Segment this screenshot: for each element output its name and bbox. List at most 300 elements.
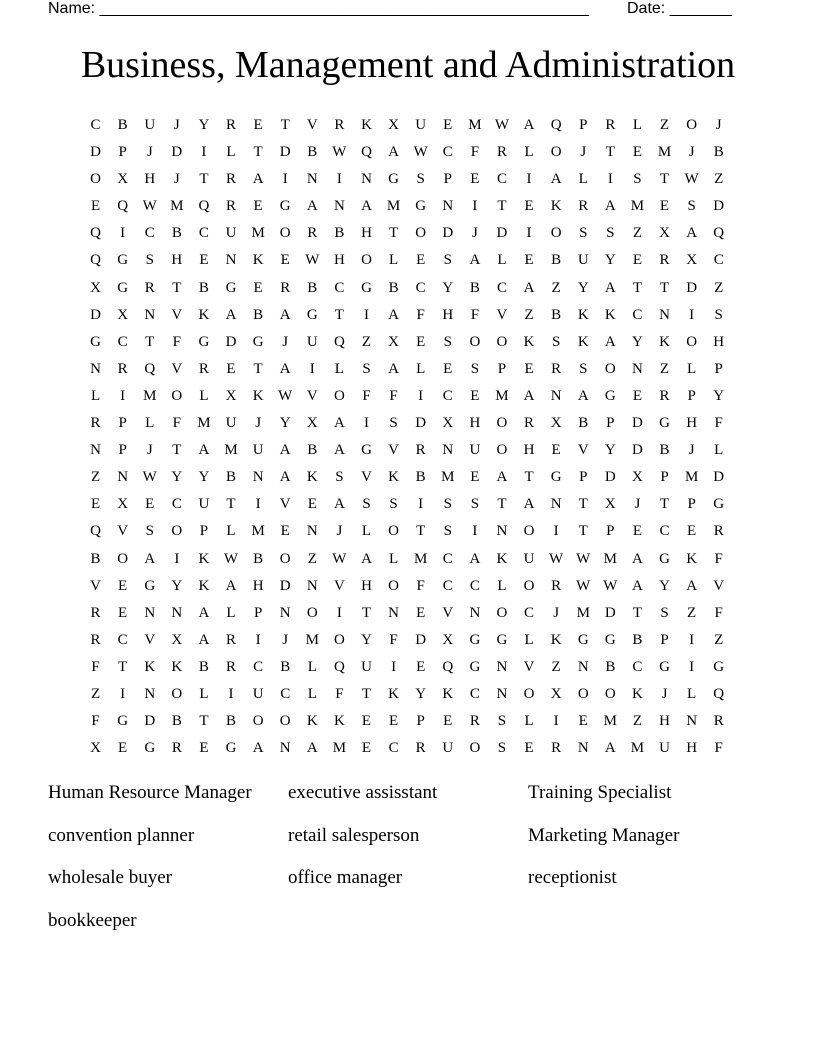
grid-letter: U [306, 333, 318, 350]
grid-letter: F [714, 550, 723, 567]
grid-letter: L [687, 360, 697, 377]
grid-letter: I [689, 306, 695, 323]
grid-letter: O [388, 577, 399, 594]
grid-letter: I [201, 144, 207, 161]
grid-letter: D [225, 333, 237, 350]
grid-letter: A [361, 550, 372, 567]
grid-letter: O [415, 225, 427, 242]
grid-letter: L [334, 360, 344, 377]
grid-letter: P [253, 604, 263, 621]
grid-letter: R [226, 658, 237, 675]
grid-letter: Z [714, 279, 724, 296]
grid-letter: O [279, 550, 291, 567]
grid-letter: Y [604, 442, 616, 459]
grid-letter: A [198, 631, 210, 648]
grid-letter: F [389, 631, 398, 648]
grid-letter: E [118, 604, 128, 621]
grid-letter: Q [442, 658, 454, 675]
grid-letter: G [144, 740, 156, 757]
grid-letter: N [550, 387, 562, 404]
grid-letter: L [145, 415, 155, 432]
grid-letter: H [333, 252, 345, 269]
grid-letter: C [469, 685, 480, 702]
grid-letter: M [603, 713, 617, 730]
grid-letter: A [306, 198, 318, 215]
grid-letter: P [579, 117, 588, 133]
grid-letter: C [388, 740, 399, 757]
grid-letter: A [279, 469, 291, 486]
grid-letter: W [332, 550, 347, 567]
grid-letter: E [632, 144, 642, 161]
grid-letter: O [171, 387, 183, 404]
grid-letter: V [361, 469, 372, 486]
grid-letter: I [336, 171, 342, 188]
grid-letter: U [144, 117, 156, 133]
grid-letter: G [306, 306, 318, 323]
grid-letter: Y [442, 279, 454, 296]
grid-letter: A [388, 144, 399, 161]
grid-letter: B [198, 658, 209, 675]
grid-letter: L [687, 685, 697, 702]
word-bank-item: wholesale buyer [48, 867, 172, 889]
grid-letter: K [252, 252, 264, 269]
grid-letter: H [361, 577, 372, 594]
grid-letter: D [632, 442, 643, 459]
grid-letter: B [415, 469, 426, 486]
grid-letter: B [307, 279, 318, 296]
grid-letter: E [578, 713, 588, 730]
date-field-label: Date: _______ [627, 0, 732, 17]
grid-row [82, 383, 734, 410]
grid-letter: Y [198, 469, 210, 486]
grid-letter: L [199, 387, 209, 404]
grid-letter: P [606, 415, 615, 432]
grid-letter: S [443, 523, 452, 540]
grid-letter: I [526, 171, 532, 188]
grid-letter: O [252, 713, 264, 730]
grid-letter: S [579, 360, 588, 377]
grid-letter: C [198, 225, 209, 242]
grid-letter: H [686, 415, 698, 432]
grid-letter: R [713, 713, 724, 730]
grid-letter: X [225, 387, 237, 404]
grid-letter: W [223, 550, 239, 567]
grid-letter: O [523, 523, 535, 540]
grid-letter: M [684, 469, 699, 486]
grid-letter: N [686, 713, 698, 730]
grid-letter: R [226, 171, 237, 188]
grid-letter: K [198, 577, 210, 594]
grid-letter: R [334, 117, 345, 133]
grid-letter: E [388, 713, 399, 730]
grid-letter: I [472, 523, 478, 540]
grid-letter: I [282, 171, 288, 188]
grid-letter: E [118, 577, 128, 594]
grid-letter: H [659, 713, 670, 730]
grid-letter: J [255, 415, 262, 432]
grid-letter: M [657, 144, 672, 161]
grid-letter: R [144, 279, 155, 296]
grid-letter: I [689, 631, 695, 648]
grid-letter: A [279, 306, 291, 323]
grid-letter: A [279, 360, 291, 377]
grid-letter: I [120, 387, 126, 404]
grid-letter: Z [632, 713, 642, 730]
grid-letter: T [172, 279, 182, 296]
grid-letter: A [333, 415, 345, 432]
grid-letter: N [388, 604, 399, 621]
grid-letter: T [388, 225, 399, 242]
grid-letter: J [580, 144, 587, 161]
grid-letter: V [144, 631, 156, 648]
grid-letter: E [199, 740, 209, 757]
grid-letter: P [687, 496, 696, 513]
grid-letter: T [605, 144, 615, 161]
grid-letter: C [469, 577, 480, 594]
grid-row [82, 573, 734, 600]
grid-letter: F [416, 577, 425, 594]
grid-letter: X [632, 469, 643, 486]
grid-letter: T [416, 523, 426, 540]
grid-letter: F [335, 685, 344, 702]
grid-letter: E [470, 387, 480, 404]
grid-letter: R [496, 144, 507, 161]
grid-letter: U [252, 442, 264, 459]
grid-letter: K [632, 685, 643, 702]
grid-letter: C [171, 496, 182, 513]
grid-letter: T [524, 469, 534, 486]
grid-letter: K [659, 333, 670, 350]
grid-letter: P [579, 469, 588, 486]
grid-letter: A [523, 117, 535, 133]
grid-letter: R [90, 631, 101, 648]
grid-letter: S [443, 496, 452, 513]
grid-letter: A [604, 740, 616, 757]
grid-letter: B [551, 252, 562, 269]
grid-letter: N [144, 306, 156, 323]
grid-letter: G [604, 387, 616, 404]
header-line [48, 0, 748, 20]
word-bank-item: office manager [288, 867, 403, 889]
grid-letter: P [497, 360, 507, 377]
grid-letter: E [253, 117, 263, 133]
grid-letter: J [688, 144, 695, 161]
grid-letter: G [90, 333, 101, 350]
grid-letter: K [333, 713, 345, 730]
grid-letter: A [225, 306, 237, 323]
grid-letter: A [523, 279, 535, 296]
grid-letter: T [172, 442, 182, 459]
grid-letter: H [469, 415, 481, 432]
grid-letter: D [144, 713, 156, 730]
grid-letter: F [91, 658, 100, 675]
grid-letter: G [198, 333, 210, 350]
grid-letter: M [603, 550, 617, 567]
grid-letter: Q [333, 658, 345, 675]
grid-letter: O [523, 685, 535, 702]
grid-letter: G [469, 658, 481, 675]
grid-letter: I [526, 225, 532, 242]
grid-letter: J [146, 144, 153, 161]
grid-letter: Z [90, 469, 101, 486]
grid-letter: D [415, 631, 427, 648]
grid-letter: S [579, 225, 588, 242]
grid-letter: E [470, 469, 480, 486]
grid-letter: U [469, 442, 481, 459]
grid-letter: V [306, 387, 318, 404]
grid-letter: K [198, 306, 210, 323]
grid-letter: E [226, 360, 236, 377]
grid-letter: I [363, 306, 369, 323]
grid-letter: A [198, 604, 210, 621]
grid-letter: C [496, 279, 507, 296]
grid-letter: I [418, 387, 424, 404]
grid-letter: I [255, 496, 261, 513]
grid-letter: N [632, 360, 643, 377]
grid-letter: V [442, 604, 454, 621]
grid-letter: K [306, 713, 318, 730]
grid-letter: G [659, 658, 670, 675]
grid-letter: B [90, 550, 101, 567]
grid-letter: G [469, 631, 481, 648]
grid-letter: R [415, 740, 426, 757]
grid-letter: V [333, 577, 345, 594]
grid-letter: N [171, 604, 183, 621]
grid-letter: C [632, 658, 643, 675]
grid-letter: Y [198, 117, 210, 133]
grid-letter: I [418, 496, 424, 513]
grid-letter: F [714, 740, 723, 757]
grid-letter: P [118, 144, 127, 161]
grid-letter: M [251, 523, 265, 540]
grid-letter: C [442, 550, 453, 567]
grid-letter: C [442, 144, 453, 161]
grid-letter: A [252, 740, 264, 757]
grid-letter: L [578, 171, 588, 188]
grid-letter: K [604, 306, 616, 323]
grid-letter: H [713, 333, 725, 350]
grid-letter: E [524, 198, 534, 215]
grid-letter: S [443, 333, 452, 350]
grid-letter: H [686, 740, 698, 757]
grid-letter: R [524, 415, 535, 432]
grid-letter: L [226, 523, 236, 540]
grid-letter: A [686, 225, 698, 242]
grid-letter: Z [687, 604, 697, 621]
grid-letter: M [251, 225, 265, 242]
grid-letter: M [224, 442, 238, 459]
grid-letter: S [470, 360, 480, 377]
grid-letter: N [117, 469, 129, 486]
grid-letter: E [280, 523, 290, 540]
grid-letter: K [523, 333, 535, 350]
grid-letter: J [634, 496, 641, 513]
grid-row [82, 654, 734, 681]
grid-letter: E [416, 604, 426, 621]
grid-letter: Z [524, 306, 534, 323]
grid-row [82, 410, 734, 437]
grid-letter: Q [90, 225, 101, 242]
grid-letter: C [442, 387, 453, 404]
grid-row [82, 275, 734, 302]
grid-letter: F [470, 144, 480, 161]
grid-letter: W [576, 577, 591, 594]
grid-letter: V [523, 658, 535, 675]
grid-letter: F [714, 604, 723, 621]
grid-letter: I [363, 415, 369, 432]
grid-letter: C [90, 117, 101, 133]
grid-letter: C [280, 685, 291, 702]
grid-letter: G [550, 469, 562, 486]
grid-letter: F [389, 387, 398, 404]
grid-letter: L [361, 523, 372, 540]
grid-letter: D [496, 225, 508, 242]
grid-letter: I [553, 523, 559, 540]
grid-letter: M [495, 387, 509, 404]
grid-letter: V [117, 523, 129, 540]
grid-letter: X [388, 117, 399, 133]
grid-letter: G [117, 279, 129, 296]
grid-letter: O [469, 740, 481, 757]
grid-letter: B [551, 306, 562, 323]
grid-letter: R [171, 740, 182, 757]
grid-letter: N [333, 198, 345, 215]
grid-letter: R [469, 713, 480, 730]
grid-letter: A [496, 469, 508, 486]
grid-letter: E [551, 442, 561, 459]
grid-letter: O [550, 144, 562, 161]
grid-letter: M [305, 631, 319, 648]
grid-letter: C [659, 523, 670, 540]
grid-letter: I [309, 360, 315, 377]
grid-letter: W [413, 144, 428, 161]
grid-letter: X [686, 252, 698, 269]
grid-letter: A [388, 306, 399, 323]
grid-letter: S [687, 198, 696, 215]
grid-letter: A [604, 333, 616, 350]
grid-row [82, 600, 734, 627]
grid-letter: T [659, 496, 670, 513]
word-bank-item: receptionist [528, 867, 617, 889]
grid-letter: A [252, 171, 264, 188]
grid-letter: Y [361, 631, 372, 648]
grid-letter: Z [551, 658, 561, 675]
grid-row [82, 193, 734, 220]
grid-letter: P [416, 713, 425, 730]
grid-letter: O [117, 550, 129, 567]
grid-letter: F [470, 306, 480, 323]
grid-letter: N [577, 740, 589, 757]
grid-letter: D [415, 415, 427, 432]
grid-letter: Z [632, 225, 642, 242]
grid-letter: Z [659, 117, 670, 133]
grid-letter: M [576, 604, 590, 621]
grid-letter: R [90, 415, 101, 432]
grid-letter: R [226, 117, 237, 133]
grid-letter: H [252, 577, 264, 594]
grid-letter: Q [550, 117, 562, 133]
grid-letter: N [90, 360, 101, 377]
grid-letter: B [171, 713, 182, 730]
grid-letter: M [332, 740, 347, 757]
word-bank-item: Marketing Manager [528, 824, 680, 846]
grid-row [82, 546, 734, 573]
grid-letter: G [117, 713, 129, 730]
grid-letter: U [415, 117, 427, 133]
grid-letter: I [472, 198, 478, 215]
grid-letter: V [388, 442, 399, 459]
grid-letter: G [279, 198, 291, 215]
grid-letter: O [496, 442, 508, 459]
grid-letter: N [550, 496, 562, 513]
grid-letter: F [416, 306, 425, 323]
grid-letter: P [118, 415, 127, 432]
grid-letter: E [659, 198, 670, 215]
grid-letter: L [226, 604, 236, 621]
word-bank-item: Human Resource Manager [48, 782, 252, 803]
grid-letter: D [604, 604, 616, 621]
grid-letter: G [659, 415, 670, 432]
grid-letter: A [388, 360, 399, 377]
grid-letter: U [198, 496, 210, 513]
grid-letter: R [226, 631, 237, 648]
grid-letter: D [279, 577, 291, 594]
grid-letter: A [333, 496, 345, 513]
grid-letter: L [416, 360, 426, 377]
grid-letter: M [197, 415, 211, 432]
grid-letter: W [305, 252, 320, 269]
grid-letter: E [280, 252, 290, 269]
grid-letter: K [577, 306, 589, 323]
grid-letter: K [550, 198, 562, 215]
grid-letter: D [713, 469, 725, 486]
grid-letter: W [494, 117, 510, 133]
grid-letter: G [225, 279, 237, 296]
grid-letter: A [604, 198, 616, 215]
grid-letter: G [252, 333, 264, 350]
grid-letter: S [551, 333, 561, 350]
grid-letter: H [523, 442, 535, 459]
grid-letter: C [144, 225, 155, 242]
grid-letter: L [199, 685, 209, 702]
grid-letter: O [279, 225, 291, 242]
grid-letter: O [523, 577, 535, 594]
grid-letter: P [199, 523, 209, 540]
grid-letter: G [225, 740, 237, 757]
grid-letter: H [171, 252, 183, 269]
grid-letter: D [279, 144, 291, 161]
grid-letter: C [415, 279, 426, 296]
grid-letter: O [686, 117, 698, 133]
grid-letter: A [523, 496, 535, 513]
grid-letter: X [117, 306, 129, 323]
grid-letter: N [496, 523, 508, 540]
grid-letter: G [117, 252, 129, 269]
grid-letter: A [279, 442, 291, 459]
grid-letter: D [171, 144, 183, 161]
grid-letter: B [632, 631, 643, 648]
grid-letter: Q [713, 685, 725, 702]
grid-letter: Q [198, 198, 210, 215]
grid-letter: K [252, 387, 264, 404]
grid-letter: X [90, 740, 101, 757]
grid-letter: L [714, 442, 724, 459]
grid-row [82, 491, 734, 518]
grid-letter: P [687, 387, 696, 404]
grid-letter: L [497, 252, 507, 269]
grid-letter: F [172, 333, 181, 350]
grid-letter: C [496, 171, 507, 188]
